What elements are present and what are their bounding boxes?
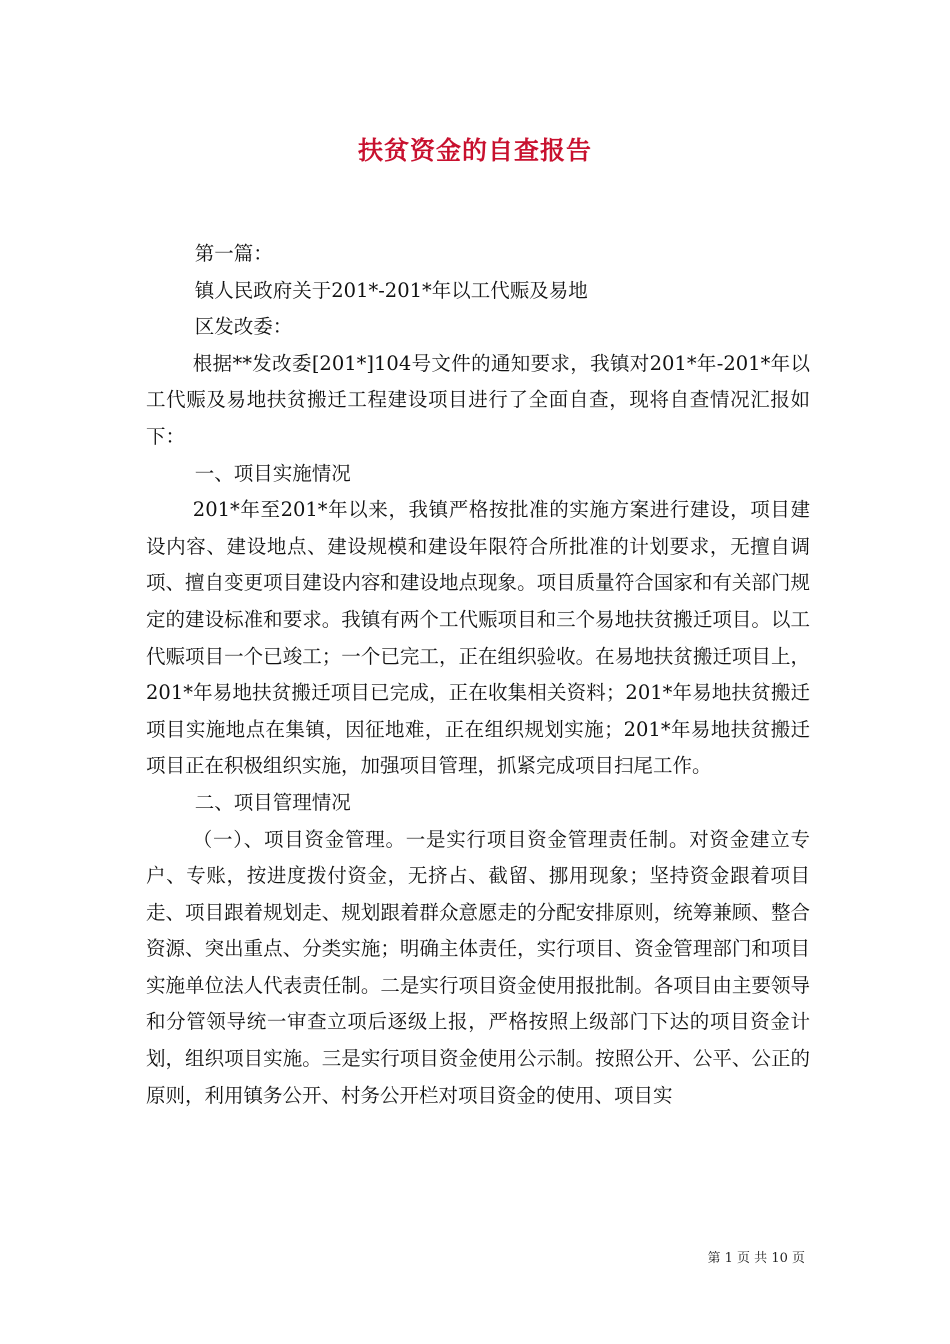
body-paragraph: （一）、项目资金管理。一是实行项目资金管理责任制。对资金建立专户、专账，按进度拨付资金，无挤占、截留、挪用现象；坚持资金跟着项目走、项目跟着规划走、规划跟着群众意愿走的分配安排原则，统筹兼顾、整合资源、突出重点、分类实施；明确主体责任，实行项目、资金管理部门和项目实施单位法人代表责任制。二是实行项目资金使用报批制。各项目由主要领导和分管领导统一审查立项后逐级上报，严格按照上级部门下达的项目资金计划，组织项目实施。三是实行项目资金使用公示制。按照公开、公平、公正的原则，利用镇务公开、村务公开栏对项目资金的使用、项目实 — [146, 827, 810, 1107]
body-paragraph: 201*年至201*年以来，我镇严格按批准的实施方案进行建设，项目建设内容、建设地点、建设规模和建设年限符合所批准的计划要求，无擅自调项、擅自变更项目建设内容和建设地点现象。项目质量符合国家和有关部门规定的建设标准和要求。我镇有两个工代赈项目和三个易地扶贫搬迁项目。以工代赈项目一个已竣工；一个已完工，正在组织验收。在易地扶贫搬迁项目上，201*年易地扶贫搬迁项目已完成，正在收集相关资料；201*年易地扶贫搬迁项目实施地点在集镇，因征地难，正在组织规划实施；201*年易地扶贫搬迁项目正在积极组织实施，加强项目管理，抓紧完成项目扫尾工作。 — [146, 498, 810, 778]
section-heading: 第一篇： — [194, 242, 273, 265]
page-number: 第 1 页 共 10 页 — [707, 1251, 805, 1266]
document-title: 扶贫资金的自查报告 — [357, 136, 592, 165]
subsection-heading: 一、项目实施情况 — [194, 461, 351, 485]
subsection-heading: 二、项目管理情况 — [194, 790, 351, 814]
body-paragraph: 根据**发改委[201*]104号文件的通知要求，我镇对201*年-201*年以工代赈及易地扶贫搬迁工程建设项目进行了全面自查，现将自查情况汇报如下： — [146, 351, 810, 448]
addressee-line: 区发改委： — [194, 315, 293, 339]
document-body — [146, 236, 810, 1114]
subtitle-line: 镇人民政府关于201*-201*年以工代赈及易地 — [194, 278, 588, 302]
